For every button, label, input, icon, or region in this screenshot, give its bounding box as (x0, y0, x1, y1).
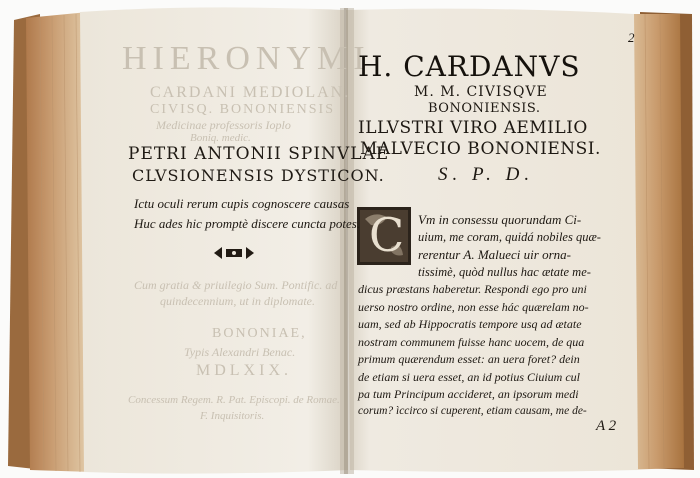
body-line: dicus præstans haberetur. Respondi ego pro uni (358, 282, 587, 296)
body-line: rerentur A. Malueci uir orna- (418, 247, 571, 262)
ghost-line: MDLXIX. (196, 362, 292, 379)
body-line: uium, me coram, quidá nobiles quæ- (418, 229, 601, 244)
ghost-line: CARDANI MEDIOLAN. (150, 84, 351, 101)
ghost-line: Boniq. medic. (190, 132, 251, 144)
body-line: primum quærendum esset: an uera foret? dein (358, 352, 580, 366)
body-line: uam, sed ab Hippocratis tempore usq ad ætate (358, 317, 582, 331)
body-line: uerso nostro ordine, non esse hác quærelam no- (358, 299, 589, 314)
body-line: corum? ìccirco si cuperent, etiam causam, me de- (358, 404, 587, 417)
ghost-line: Medicinae professoris Ioplo (156, 118, 291, 132)
body-line: pa tum Principum accideret, an ipsorum medi (358, 387, 579, 401)
author-name: H. CARDANVS (358, 50, 581, 83)
ghost-line: Typis Alexandri Benac. (184, 345, 296, 359)
body-line: Vm in consessu quorundam Ci- (418, 212, 582, 227)
ghost-title: HIERONYMI (122, 40, 371, 77)
author-subtitle: M. M. CIVISQVE (414, 84, 548, 100)
ghost-line: quindecennium, ut in diplomate. (160, 294, 315, 308)
dedication-line: ILLVSTRI VIRO AEMILIO (358, 118, 588, 138)
ghost-line: Cum gratia & priuilegio Sum. Pontific. ad (134, 278, 338, 292)
ghost-line: CIVISQ. BONONIENSIS (150, 102, 336, 117)
ghost-line: Concessum Regem. R. Pat. Episcopi. de Romae. (128, 394, 340, 406)
left-page-header: PETRI ANTONII SPINVLAE (128, 144, 390, 164)
page-number: 2 (628, 30, 635, 45)
verse-line: Ictu oculi rerum cupis cognoscere causas (134, 196, 350, 211)
body-line: tissimè, quòd nullus hac ætate me- (418, 264, 591, 279)
ghost-line: F. Inquisitoris. (200, 410, 265, 422)
salutation: S. P. D. (438, 164, 535, 185)
initial-letter: C (369, 208, 405, 262)
author-subtitle: BONONIENSIS. (428, 101, 541, 116)
dedication-line: MALVECIO BONONIENSI. (360, 139, 601, 159)
body-line: nostram communem fuisse hanc uocem, de qua (358, 334, 585, 349)
verse-line: Huc ades hic promptè discere cuncta potes. (134, 216, 361, 231)
page-signature: A 2 (596, 418, 617, 434)
body-line: de etiam si uera esset, an id potius Ciuium cul (358, 369, 580, 384)
ghost-line: BONONIAE, (212, 326, 307, 341)
left-page-subheader: CLVSIONENSIS DYSTICON. (132, 166, 385, 185)
